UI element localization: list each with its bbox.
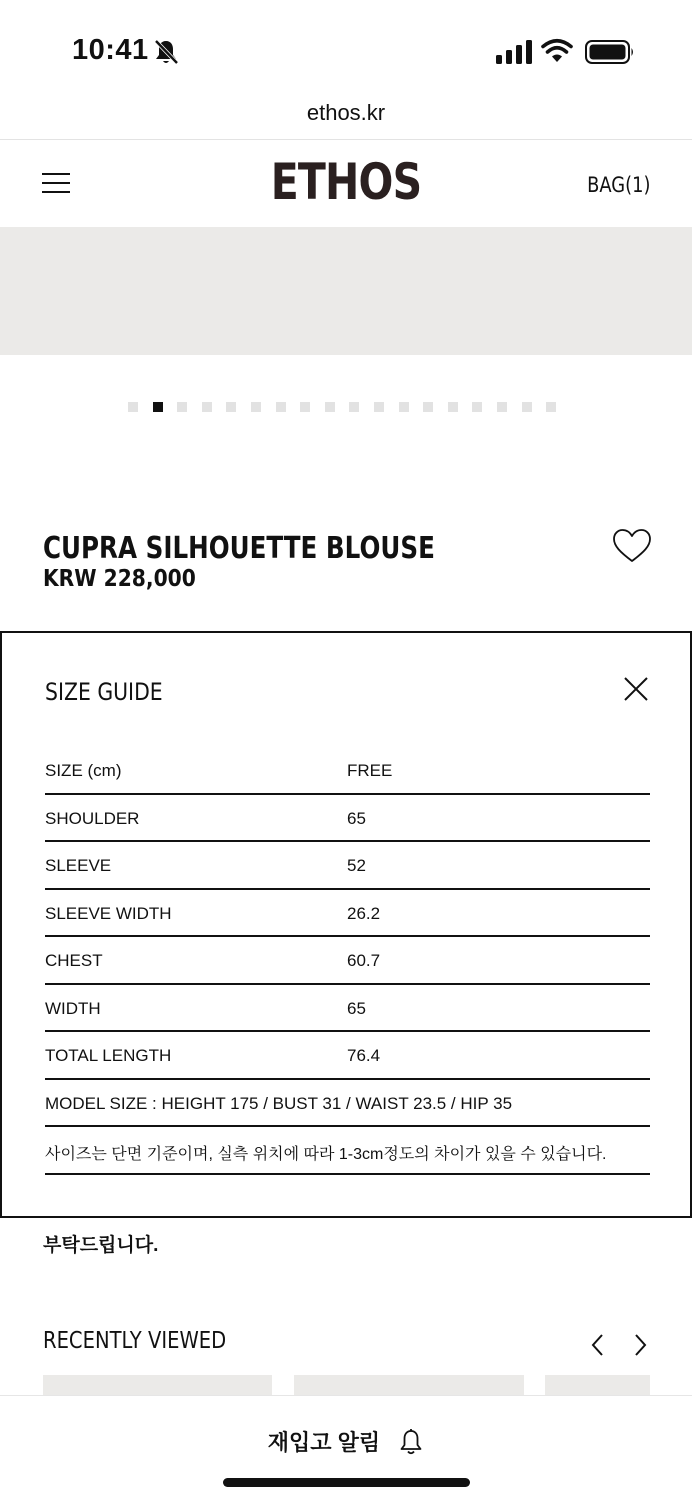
carousel-dot[interactable] — [128, 402, 138, 412]
recently-viewed-item[interactable] — [294, 1375, 524, 1395]
recently-viewed-item[interactable] — [43, 1375, 272, 1395]
bag-link[interactable]: BAG(1) — [586, 173, 650, 197]
bottom-action-bar — [0, 1395, 692, 1500]
table-row — [45, 747, 650, 795]
site-logo[interactable]: ETHOS — [270, 153, 422, 211]
chevron-right-icon[interactable] — [630, 1332, 650, 1358]
carousel-dot[interactable] — [472, 402, 482, 412]
table-row — [45, 1032, 650, 1080]
status-bar — [0, 0, 692, 96]
carousel-dot[interactable] — [497, 402, 507, 412]
bell-icon — [398, 1428, 424, 1456]
size-table — [45, 747, 650, 1175]
size-label: WIDTH — [45, 998, 101, 1018]
carousel-dot[interactable] — [546, 402, 556, 412]
size-label: SHOULDER — [45, 808, 140, 828]
bell-slash-icon — [152, 38, 180, 66]
carousel-dot[interactable] — [153, 402, 163, 412]
size-value: 60.7 — [347, 951, 381, 970]
size-label: SLEEVE — [45, 856, 112, 875]
carousel-dot[interactable] — [177, 402, 187, 412]
table-row — [45, 890, 650, 938]
size-guide-modal — [0, 631, 692, 1218]
recently-viewed-item[interactable] — [545, 1375, 650, 1395]
size-note-text: 사이즈는 단면 기준이며, 실측 위치에 따라 1-3cm정도의 차이가 있을 수 있습니다. — [45, 1146, 607, 1163]
size-value: 26.2 — [347, 903, 381, 923]
site-header — [0, 141, 692, 227]
carousel-dot[interactable] — [399, 402, 409, 412]
carousel-dot[interactable] — [251, 402, 261, 412]
carousel-dot[interactable] — [325, 402, 335, 412]
status-time: 10:41 — [72, 34, 149, 66]
description-text: 부탁드립니다. — [43, 1235, 159, 1256]
carousel-dot[interactable] — [202, 402, 212, 412]
table-row — [45, 842, 650, 890]
size-value: 76.4 — [347, 1046, 381, 1065]
cellular-signal-icon — [496, 40, 532, 64]
wifi-icon — [541, 38, 573, 64]
restock-alert-label: 재입고 알림 — [267, 1430, 381, 1455]
carousel-dot[interactable] — [349, 402, 359, 412]
table-row — [45, 937, 650, 985]
size-label: SLEEVE WIDTH — [45, 903, 172, 923]
carousel-dot[interactable] — [423, 402, 433, 412]
product-title: CUPRA SILHOUETTE BLOUSE — [43, 531, 435, 566]
chevron-left-icon[interactable] — [588, 1332, 608, 1358]
model-size-row — [45, 1080, 650, 1128]
carousel-dot[interactable] — [300, 402, 310, 412]
size-label: TOTAL LENGTH — [45, 1046, 172, 1065]
browser-address-bar[interactable]: ethos.kr — [0, 100, 692, 140]
size-value: FREE — [347, 761, 393, 780]
close-icon[interactable] — [622, 675, 650, 703]
carousel-dot[interactable] — [226, 402, 236, 412]
size-label: SIZE (cm) — [45, 761, 122, 780]
size-note-row — [45, 1127, 650, 1175]
carousel-dot[interactable] — [374, 402, 384, 412]
home-indicator — [223, 1478, 470, 1487]
model-size-text: MODEL SIZE : HEIGHT 175 / BUST 31 / WAIST 23.5 / HIP 35 — [45, 1093, 513, 1113]
carousel-dot[interactable] — [522, 402, 532, 412]
wishlist-heart-icon[interactable] — [612, 528, 652, 564]
battery-icon — [585, 39, 635, 65]
product-price: KRW 228,000 — [43, 566, 196, 592]
product-image[interactable] — [0, 227, 692, 355]
table-row — [45, 795, 650, 843]
size-value: 52 — [347, 856, 366, 875]
restock-alert-button[interactable] — [0, 1426, 692, 1457]
table-row — [45, 985, 650, 1033]
recently-viewed-title: RECENTLY VIEWED — [43, 1328, 227, 1354]
size-value: 65 — [347, 808, 366, 828]
carousel-dot[interactable] — [276, 402, 286, 412]
carousel-dot[interactable] — [448, 402, 458, 412]
size-label: CHEST — [45, 951, 103, 970]
size-value: 65 — [347, 998, 366, 1018]
size-guide-title: SIZE GUIDE — [45, 678, 163, 706]
